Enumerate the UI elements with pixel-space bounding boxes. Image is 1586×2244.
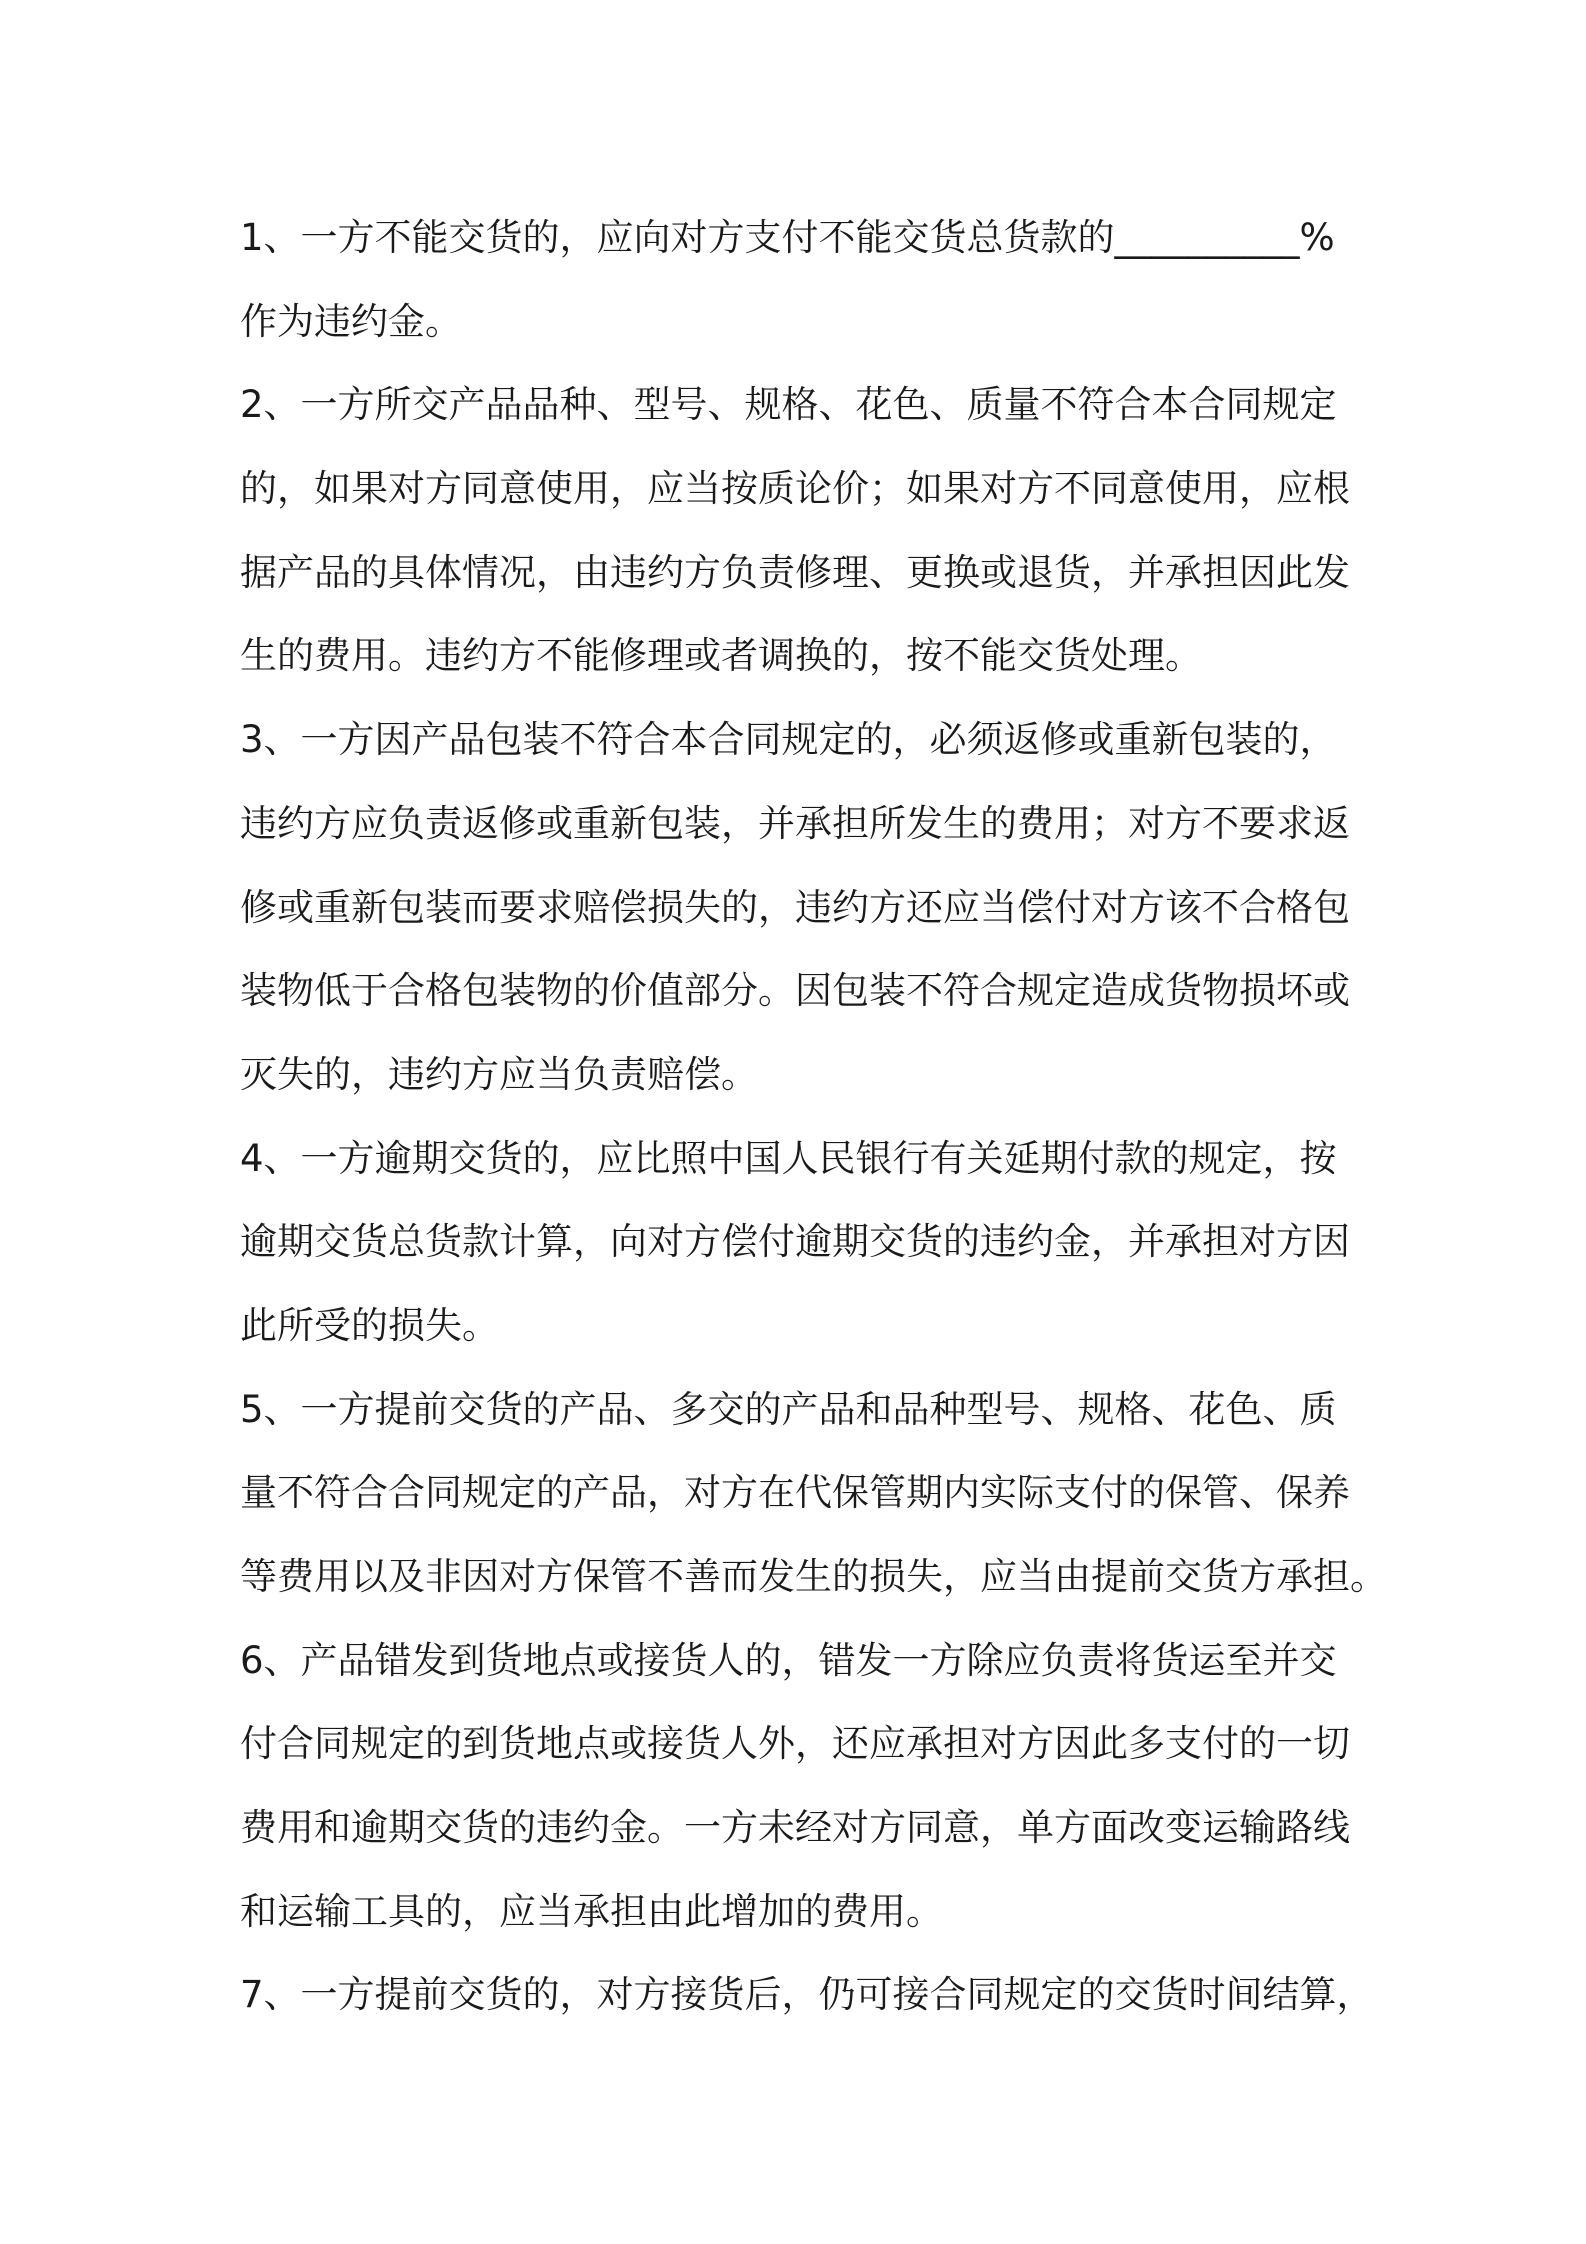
text-line: 和运输工具的，应当承担由此增加的费用。 — [240, 1889, 943, 1933]
text-line: 3、一方因产品包装不符合本合同规定的，必须返修或重新包装的， — [240, 718, 1337, 762]
text-line: 违约方应负责返修或重新包装，并承担所发生的费用；对方不要求返 — [240, 801, 1350, 845]
text-line: 1、一方不能交货的，应向对方支付不能交货总货款的__________% — [240, 216, 1335, 259]
text-line: 4、一方逾期交货的，应比照中国人民银行有关延期付款的规定，按 — [240, 1136, 1337, 1180]
text-line: 量不符合合同规定的产品，对方在代保管期内实际支付的保管、保养 — [240, 1471, 1350, 1515]
text-line: 5、一方提前交货的产品、多交的产品和品种型号、规格、花色、质 — [240, 1387, 1337, 1431]
text-line: 修或重新包装而要求赔偿损失的，违约方还应当偿付对方该不合格包 — [240, 885, 1350, 929]
text-line: 等费用以及非因对方保管不善而发生的损失，应当由提前交货方承担。 — [240, 1555, 1387, 1598]
text-line: 作为违约金。 — [240, 299, 462, 343]
text-line: 据产品的具体情况，由违约方负责修理、更换或退货，并承担因此发 — [240, 550, 1350, 594]
text-line: 费用和逾期交货的违约金。一方未经对方同意，单方面改变运输路线 — [240, 1806, 1350, 1850]
text-line: 生的费用。违约方不能修理或者调换的，按不能交货处理。 — [240, 634, 1202, 678]
text-line: 付合同规定的到货地点或接货人外，还应承担对方因此多支付的一切 — [240, 1722, 1350, 1766]
text-line: 的，如果对方同意使用，应当按质论价；如果对方不同意使用，应根 — [240, 467, 1350, 511]
text-line: 装物低于合格包装物的价值部分。因包装不符合规定造成货物损坏或 — [240, 969, 1350, 1013]
text-line: 6、产品错发到货地点或接货人的，错发一方除应负责将货运至并交 — [240, 1638, 1337, 1682]
text-line: 灭失的，违约方应当负责赔偿。 — [240, 1052, 758, 1096]
text-line: 2、一方所交产品品种、型号、规格、花色、质量不符合本合同规定 — [240, 383, 1337, 427]
text-line: 7、一方提前交货的，对方接货后，仍可接合同规定的交货时间结算， — [240, 1973, 1374, 2017]
contract-clauses — [240, 196, 1387, 2037]
text-line: 逾期交货总货款计算，向对方偿付逾期交货的违约金，并承担对方因 — [240, 1220, 1350, 1264]
text-line: 此所受的损失。 — [240, 1303, 499, 1347]
